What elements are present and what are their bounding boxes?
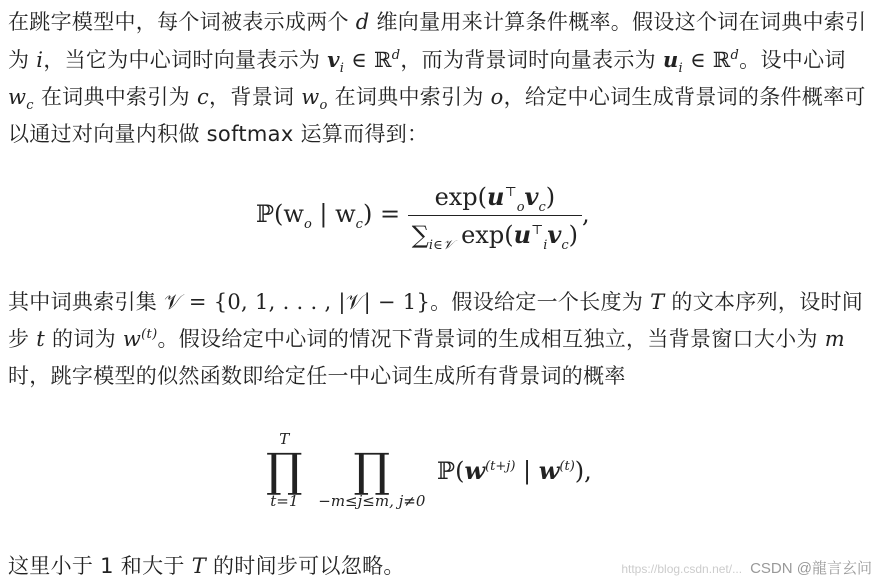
- formula-sub: o: [516, 199, 525, 215]
- softmax-formula: [256, 182, 590, 253]
- text: ，而为背景词时向量表示为: [400, 48, 663, 72]
- fraction-denominator: [408, 216, 582, 253]
- math-u: u: [513, 220, 532, 249]
- formula-sub: o: [303, 216, 312, 232]
- formula-text: ): [568, 221, 579, 249]
- math-T: T: [191, 554, 206, 578]
- text: 时，跳字模型的似然函数即给定任一中心词生成所有背景词的概率: [8, 364, 626, 388]
- watermark-brand: CSDN @龍言玄问: [750, 560, 872, 577]
- formula-sup: (t): [559, 458, 575, 474]
- formula-sub: c: [355, 216, 363, 232]
- text: ，背景词: [209, 85, 302, 109]
- formula-text: ),: [574, 456, 592, 485]
- formula-sub: c: [561, 237, 569, 253]
- fraction: [408, 182, 582, 253]
- product-lower-limit: t=1: [270, 492, 299, 510]
- math-w: w: [538, 455, 560, 485]
- math-sup: d: [730, 48, 740, 63]
- text: 的词为: [45, 327, 123, 351]
- math-w: w: [122, 327, 142, 351]
- formula-text: exp(: [434, 183, 488, 211]
- formula-text: ,: [582, 200, 590, 228]
- math-sup: (t): [141, 327, 158, 342]
- math-sub: i: [339, 61, 345, 77]
- math-u: u: [487, 182, 505, 211]
- text: 。设中心词: [739, 48, 846, 72]
- formula-text: exp(: [453, 221, 514, 249]
- math-v: v: [327, 47, 340, 72]
- math-v: v: [547, 220, 562, 249]
- math-v: v: [524, 182, 539, 211]
- paragraph-intro: [8, 4, 876, 153]
- formula-sup: (t+j): [485, 458, 516, 474]
- math-sub: i: [678, 61, 683, 77]
- formula-sub: i∈𝒱: [428, 237, 454, 253]
- product-lower-limit: −m≤j≤m, j≠0: [318, 492, 426, 510]
- formula-text: ): [545, 183, 556, 211]
- product-symbol: ∏: [353, 443, 391, 497]
- math-w: w: [8, 85, 27, 109]
- watermark: [621, 557, 872, 578]
- paragraph-likelihood: [8, 284, 876, 395]
- text: 。假设给定一个长度为: [430, 290, 651, 314]
- formula-sub: i: [543, 237, 548, 253]
- formula-text: ℙ(w: [256, 200, 304, 228]
- formula-text: | w: [311, 200, 356, 228]
- formula-sup: ⊤: [531, 223, 544, 238]
- text: 这里小于 1 和大于: [8, 554, 192, 578]
- math-u: u: [662, 47, 679, 72]
- math-in-r: ∈ ℝ: [682, 48, 731, 72]
- math-vocab-set: 𝒱 = {0, 1, . . . , |𝒱| − 1}: [164, 290, 431, 314]
- math-o: o: [490, 85, 504, 109]
- fraction-numerator: [408, 182, 582, 216]
- text: 。假设给定中心词的情况下背景词的生成相互独立，当背景窗口大小为: [157, 327, 825, 351]
- text: 的时间步可以忽略。: [206, 554, 405, 578]
- text: 在词典中索引为: [327, 85, 491, 109]
- formula-text: ) =: [362, 200, 401, 228]
- text: 在词典中索引为: [33, 85, 197, 109]
- math-d: d: [355, 10, 370, 34]
- math-w: w: [464, 455, 486, 485]
- watermark-url: https://blog.csdn.net/...: [621, 562, 743, 576]
- math-i: i: [36, 48, 44, 72]
- text: 的文本序列，设时间步: [8, 290, 864, 351]
- text: ，当它为中心词时向量表示为: [43, 48, 328, 72]
- math-sub: o: [319, 98, 328, 114]
- math-in-r: ∈ ℝ: [344, 48, 392, 72]
- sum-symbol: ∑: [411, 221, 429, 249]
- math-T: T: [650, 290, 665, 314]
- product-operator: [318, 430, 425, 510]
- math-c: c: [196, 85, 209, 109]
- math-sup: d: [391, 48, 401, 63]
- formula-text: ℙ(: [437, 456, 465, 485]
- likelihood-formula: [262, 430, 592, 510]
- product-operator: [266, 430, 303, 510]
- text: 在跳字模型中，每个词被表示成两个: [8, 10, 356, 34]
- product-upper-limit: T: [279, 430, 290, 448]
- likelihood-body: [437, 457, 592, 485]
- product-symbol: ∏: [266, 443, 303, 497]
- math-sub: c: [26, 98, 34, 114]
- text: 其中词典索引集: [8, 290, 165, 314]
- math-m: m: [824, 327, 845, 351]
- text: ，给定中心词生成背景词的条件概率可以通过对向量内积做 softmax 运算而得到：: [8, 85, 866, 146]
- math-w: w: [301, 85, 320, 109]
- text: 维向量用来计算条件概率。假设这个词在词典中索引为: [8, 10, 867, 72]
- formula-sup: ⊤: [504, 185, 517, 200]
- math-t: t: [36, 327, 46, 351]
- formula-text: |: [515, 456, 539, 485]
- formula-sub: c: [538, 199, 546, 215]
